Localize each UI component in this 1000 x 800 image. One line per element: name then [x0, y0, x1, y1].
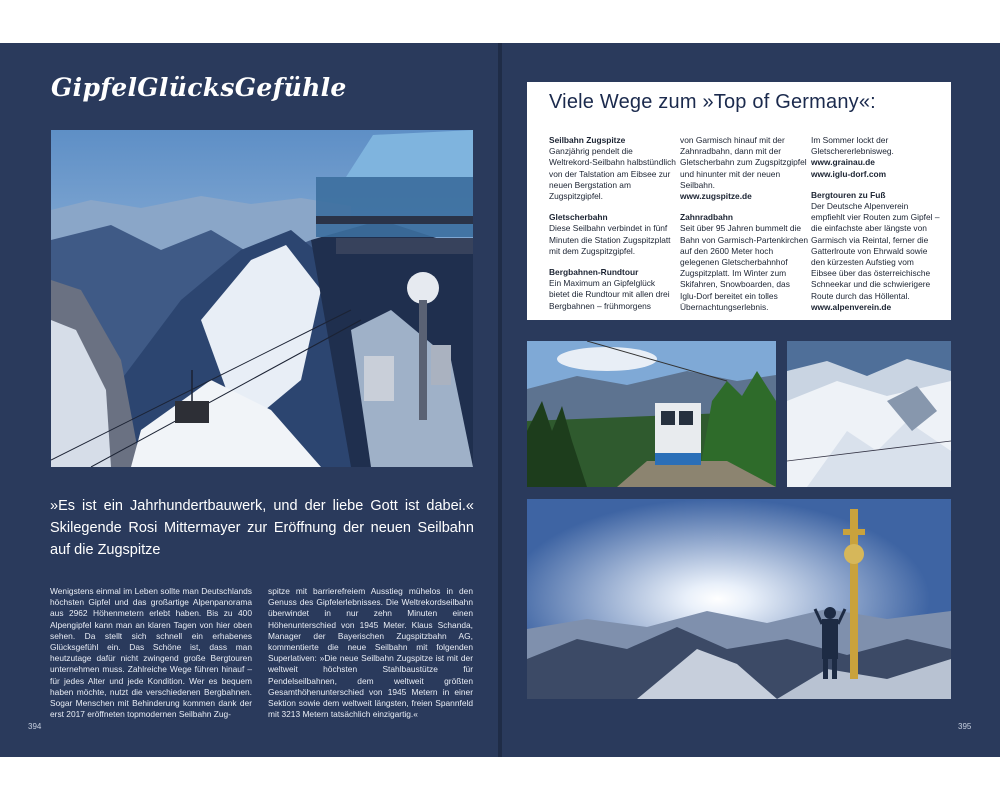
info-block	[549, 135, 677, 202]
info-block	[811, 190, 941, 313]
info-block-text: Ein Maximum an Gipfelglück bietet die Rundtour mit allen drei Bergbahnen – frühmorgens	[549, 278, 670, 311]
info-block	[680, 135, 808, 202]
info-column-3	[811, 135, 941, 323]
iglu-dorf-link[interactable]: www.iglu-dorf.com	[811, 168, 887, 179]
info-column-2	[680, 135, 808, 323]
info-block	[811, 135, 941, 180]
pull-quote: »Es ist ein Jahrhundertbauwerk, und der liebe Gott ist dabei.« Skilegende Rosi Mittermayer zur Eröffnung der neuen Seilbahn auf die Zugspitze	[50, 498, 474, 558]
info-block-head: Bergbahnen-Rundtour	[549, 267, 639, 278]
info-block-head: Zahnradbahn	[680, 212, 734, 223]
page-number-left: 394	[28, 722, 42, 731]
info-column-1	[549, 135, 677, 322]
info-block	[549, 212, 677, 257]
info-block-head: Bergtouren zu Fuß	[811, 189, 886, 200]
info-box-heading: Viele Wege zum »Top of Germany«:	[549, 91, 876, 113]
info-block	[549, 267, 677, 312]
info-block-text: von Garmisch hinauf mit der Zahnradbahn, dann mit der Gletscherbahn zum Zugspitzgipfel und hinunter mit der neuen Seilbahn.	[680, 135, 807, 190]
grainau-link[interactable]: www.grainau.de	[811, 157, 875, 168]
summit-photo	[527, 499, 951, 699]
body-column-2: spitze mit barrierefreiem Ausstieg mühelos in den Genuss des Gipfelerlebnisses. Die Weltrekordseilbahn überwindet in nur zehn Minuten einen Höhenunterschied von 1945 Meter. Klaus Schanda, Manager der Bayerischen Zugspitzbahn AG, kommentierte die neue Seilbahn mit folgenden Superlativen: »Die neue Seilbahn Zugspitze ist mit der weltweit höchsten Stahlbaustütze für Pendelseilbahnen, dem weltweit größten Gesamthöhenunterschied von 1945 Metern in einer Sektion sowie dem weltweit längsten, freien Spannfeld mit 3213 Metern tatsächlich einzigartig.«	[268, 586, 473, 720]
zugspitze-link[interactable]: www.zugspitze.de	[680, 191, 752, 202]
glacier-photo	[787, 341, 951, 487]
info-block-head: Seilbahn Zugspitze	[549, 135, 626, 145]
info-block-text: Seit über 95 Jahren bummelt die Bahn von Garmisch-Partenkirchen auf den 2600 Meter hoch gelegenen Gletscherbahnhof Zugspitzplatt. Im Winter zum Skifahren, Snowboarden, das Iglu-Dorf bereitet ein tolles Übernachtungserlebnis.	[680, 223, 809, 312]
page-number-right: 395	[958, 722, 972, 731]
info-box	[527, 82, 951, 320]
info-block-text: Im Sommer lockt der Gletschererlebnisweg.	[811, 135, 894, 157]
info-block-text: Ganzjährig pendelt die Weltrekord-Seilbahn halbstündlich von der Talstation am Eibsee zur neuen Bergstation am Zugspitzgipfel.	[549, 146, 676, 202]
page-title: GipfelGlücksGefühle	[51, 73, 347, 102]
alpenverein-link[interactable]: www.alpenverein.de	[811, 301, 892, 312]
info-block-text: Diese Seilbahn verbindet in fünf Minuten die Station Zugspitzplatt mit dem Zugspitzgipfel.	[549, 223, 671, 256]
train-photo	[527, 341, 776, 487]
main-photo-zugspitze	[51, 130, 473, 467]
info-block-text: Der Deutsche Alpenverein empfiehlt vier Routen zum Gipfel – die einfachste aber längste von Garmisch via Reintal, ferner die Gatterlroute von Ehrwald sowie den kürzesten Aufstieg vom Eibsee über das österreichische Schneekar und die schwierigere Route durch das Höllental.	[811, 201, 940, 301]
info-block	[680, 212, 808, 313]
right-page	[502, 43, 1000, 757]
left-page	[0, 43, 498, 757]
body-column-1: Wenigstens einmal im Leben sollte man Deutschlands höchsten Gipfel und das großartige Alpenpanorama aus 2962 Höhenmetern erlebt haben. Bis zu 400 Alpengipfel kann man an klaren Tagen von hier oben sehen. Da stellt sich schnell ein erhabenes Glücksgefühl ein. Das Schöne ist, dass man heutzutage dafür nicht zwingend große Bergtouren unternehmen muss. Zahlreiche Wege führen hinauf – für jedes Alter und jede Kondition. Wer es bequem haben möchte, nutzt die verschiedenen Bergbahnen. Sogar Menschen mit Behinderung kommen dank der erst 2017 eröffneten topmodernen Seilbahn Zug-	[50, 586, 252, 720]
magazine-spread	[0, 43, 1000, 757]
info-block-head: Gletscherbahn	[549, 212, 608, 223]
